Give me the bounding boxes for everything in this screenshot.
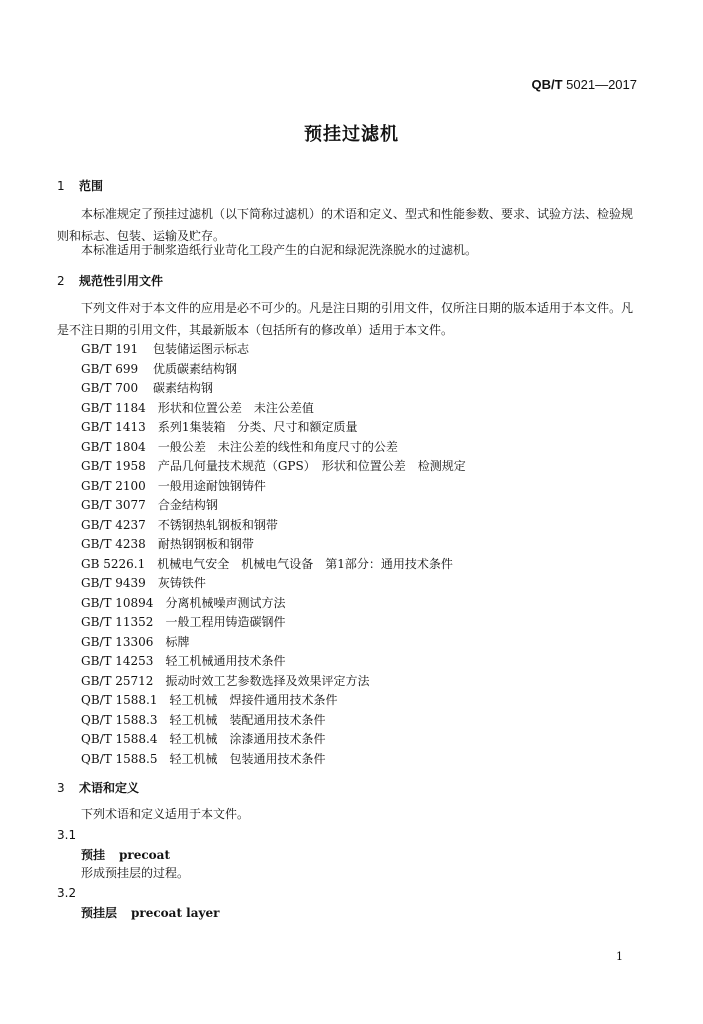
section-3-heading: 3 术语和定义 [57,781,140,795]
reference-item: QB/T 1588.4 轻工机械 涂漆通用技术条件 [81,732,326,746]
section-3-intro: 下列术语和定义适用于本文件。 [81,807,250,821]
standard-code: QB/T 5021—2017 [531,77,637,92]
reference-item: GB/T 3077 合金结构钢 [81,498,218,512]
term-heading: 预挂层 precoat layer [81,906,220,920]
reference-item: QB/T 1588.5 轻工机械 包装通用技术条件 [81,751,326,766]
reference-item: GB/T 700 碳素结构钢 [81,381,214,395]
section-1-paragraph-2: 本标准适用于制浆造纸行业苛化工段产生的白泥和绿泥洗涤脱水的过滤机。 [81,243,478,257]
reference-item: GB/T 191 包装储运图示标志 [81,342,250,356]
reference-item: GB/T 25712 振动时效工艺参数选择及效果评定方法 [81,673,370,688]
document-title: 预挂过滤机 [304,124,399,145]
reference-item: GB/T 10894 分离机械噪声测试方法 [81,595,286,610]
reference-item: GB/T 2100 一般用途耐蚀钢铸件 [81,478,266,493]
section-1-heading: 1 范围 [57,179,104,193]
section-1-paragraph-1: 本标准规定了预挂过滤机（以下简称过滤机）的术语和定义、型式和性能参数、要求、试验方法、检验规则和标志、包装、运输及贮存。 [57,207,634,243]
reference-item: GB/T 9439 灰铸铁件 [81,576,206,590]
reference-item: GB/T 1958 产品几何量技术规范（GPS） 形状和位置公差 检测规定 [81,459,466,473]
term-heading: 预挂 precoat [81,848,170,862]
reference-item: GB/T 1804 一般公差 未注公差的线性和角度尺寸的公差 [81,439,398,454]
reference-item: GB/T 1413 系列1集装箱 分类、尺寸和额定质量 [81,420,358,434]
reference-item: GB/T 1184 形状和位置公差 未注公差值 [81,400,314,415]
page-number: 1 [616,950,623,963]
reference-item: GB/T 4238 耐热钢钢板和钢带 [81,537,254,551]
reference-item: GB/T 699 优质碳素结构钢 [81,361,238,376]
section-2-intro: 下列文件对于本文件的应用是必不可少的。凡是注日期的引用文件，仅所注日期的版本适用于本文件。凡是不注日期的引用文件，其最新版本（包括所有的修改单）适用于本文件。 [57,301,634,337]
clause-number: 3.1 [57,828,77,842]
clause-number: 3.2 [57,886,77,900]
reference-item: GB/T 11352 一般工程用铸造碳钢件 [81,615,286,629]
reference-item: GB/T 14253 轻工机械通用技术条件 [81,654,286,668]
reference-item: GB/T 13306 标牌 [81,634,190,649]
reference-item: QB/T 1588.3 轻工机械 装配通用技术条件 [81,712,326,727]
reference-item: GB/T 4237 不锈钢热轧钢板和钢带 [81,517,278,532]
reference-item: GB 5226.1 机械电气安全 机械电气设备 第1部分：通用技术条件 [81,556,453,571]
normative-references-list [81,340,466,769]
term-definition: 形成预挂层的过程。 [81,866,190,880]
section-2-heading: 2 规范性引用文件 [57,274,164,288]
reference-item: QB/T 1588.1 轻工机械 焊接件通用技术条件 [81,693,338,707]
